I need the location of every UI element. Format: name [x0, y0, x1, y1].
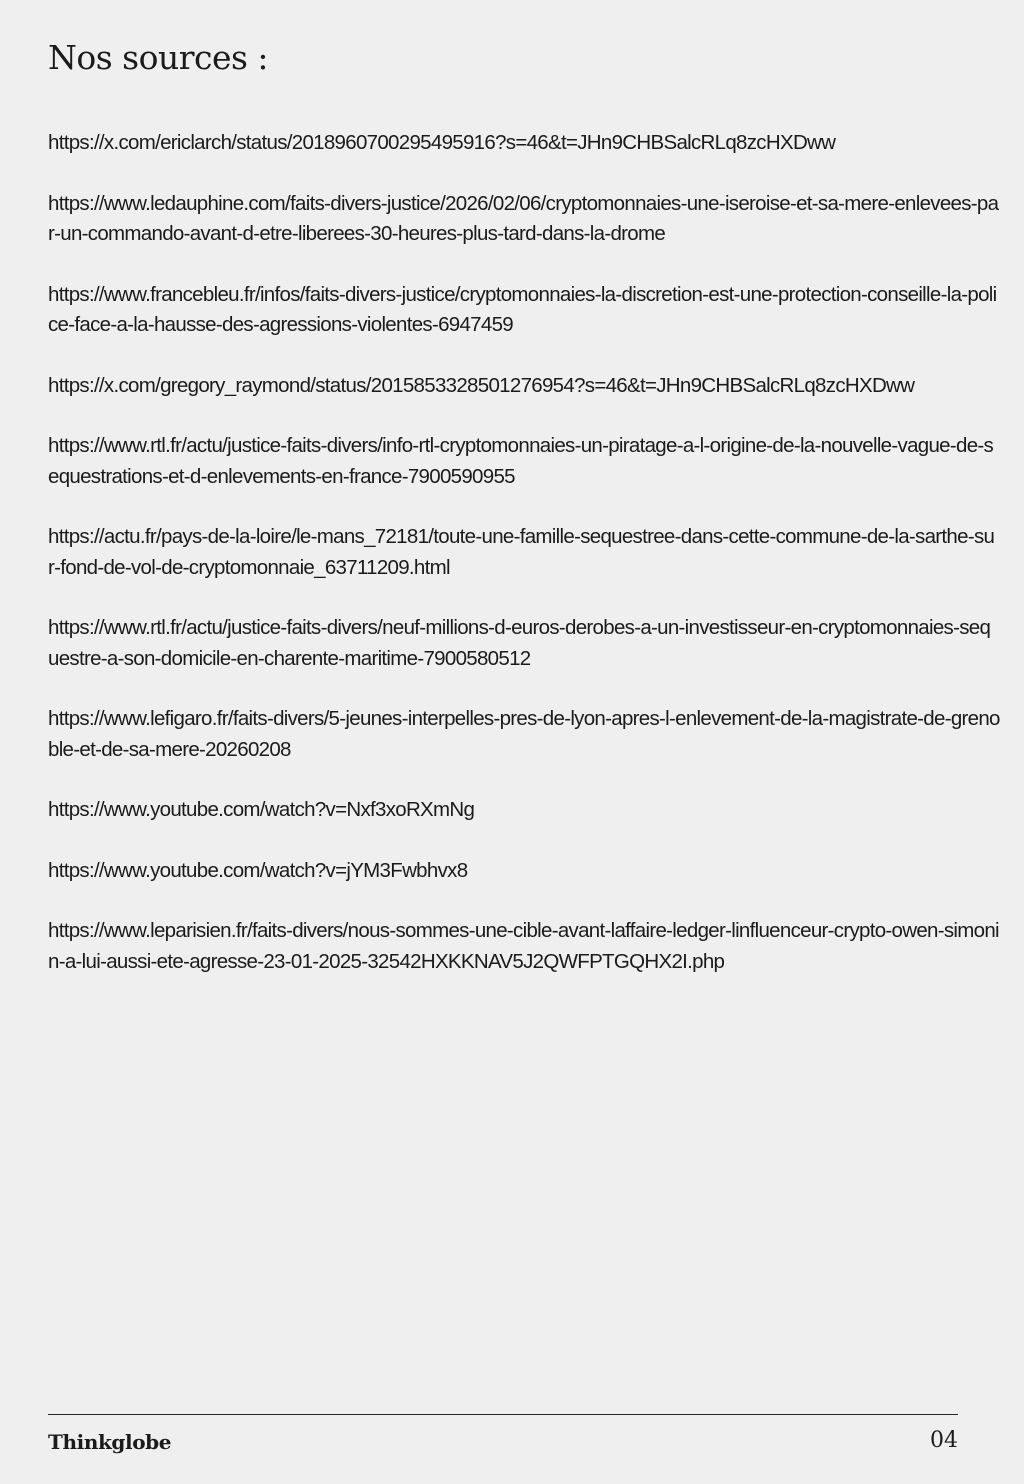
- page-number: 04: [930, 1428, 958, 1453]
- page-title: Nos sources :: [48, 38, 269, 77]
- source-link[interactable]: https://www.ledauphine.com/faits-divers-justice/2026/02/06/cryptomonnaies-une-iseroise-et-sa-mere-enlevees-par-un-commando-avant-d-etre-liberees-30-heures-plus-tard-dans-la-drome: [48, 191, 999, 245]
- source-link[interactable]: https://www.rtl.fr/actu/justice-faits-divers/neuf-millions-d-euros-derobes-a-un-investisseur-en-cryptomonnaies-sequestre-a-son-domicile-en-charente-maritime-7900580512: [48, 616, 991, 670]
- footer-brand: Thinkglobe: [48, 1430, 172, 1454]
- source-link[interactable]: https://www.leparisien.fr/faits-divers/nous-sommes-une-cible-avant-laffaire-ledger-linfluenceur-crypto-owen-simonin-a-lui-aussi-ete-agresse-23-01-2025-32542HXKKNAV5J2QWFPTGQHX2I.php: [48, 919, 999, 973]
- sources-list: [48, 128, 1000, 1007]
- footer-divider: [48, 1414, 958, 1415]
- source-link[interactable]: https://x.com/ericlarch/status/2018960700295495916?s=46&t=JHn9CHBSalcRLq8zcHXDww: [48, 131, 836, 154]
- source-link[interactable]: https://www.francebleu.fr/infos/faits-divers-justice/cryptomonnaies-la-discretion-est-une-protection-conseille-la-police-face-a-la-hausse-des-agressions-violentes-6947459: [48, 282, 997, 336]
- source-link[interactable]: https://www.youtube.com/watch?v=Nxf3xoRXmNg: [48, 798, 475, 821]
- source-link[interactable]: https://x.com/gregory_raymond/status/2015853328501276954?s=46&t=JHn9CHBSalcRLq8zcHXDww: [48, 373, 915, 397]
- source-link[interactable]: https://www.rtl.fr/actu/justice-faits-divers/info-rtl-cryptomonnaies-un-piratage-a-l-origine-de-la-nouvelle-vague-de-sequestrations-et-d-enlevements-en-france-7900590955: [48, 434, 994, 488]
- source-link[interactable]: https://www.youtube.com/watch?v=jYM3Fwbhvx8: [48, 858, 468, 882]
- source-link[interactable]: https://actu.fr/pays-de-la-loire/le-mans_72181/toute-une-famille-sequestree-dans-cette-commune-de-la-sarthe-sur-fond-de-vol-de-cryptomonnaie_63711209.html: [48, 525, 995, 579]
- source-link[interactable]: https://www.lefigaro.fr/faits-divers/5-jeunes-interpelles-pres-de-lyon-apres-l-enlevement-de-la-magistrate-de-grenoble-et-de-sa-mere-20260208: [48, 707, 1000, 761]
